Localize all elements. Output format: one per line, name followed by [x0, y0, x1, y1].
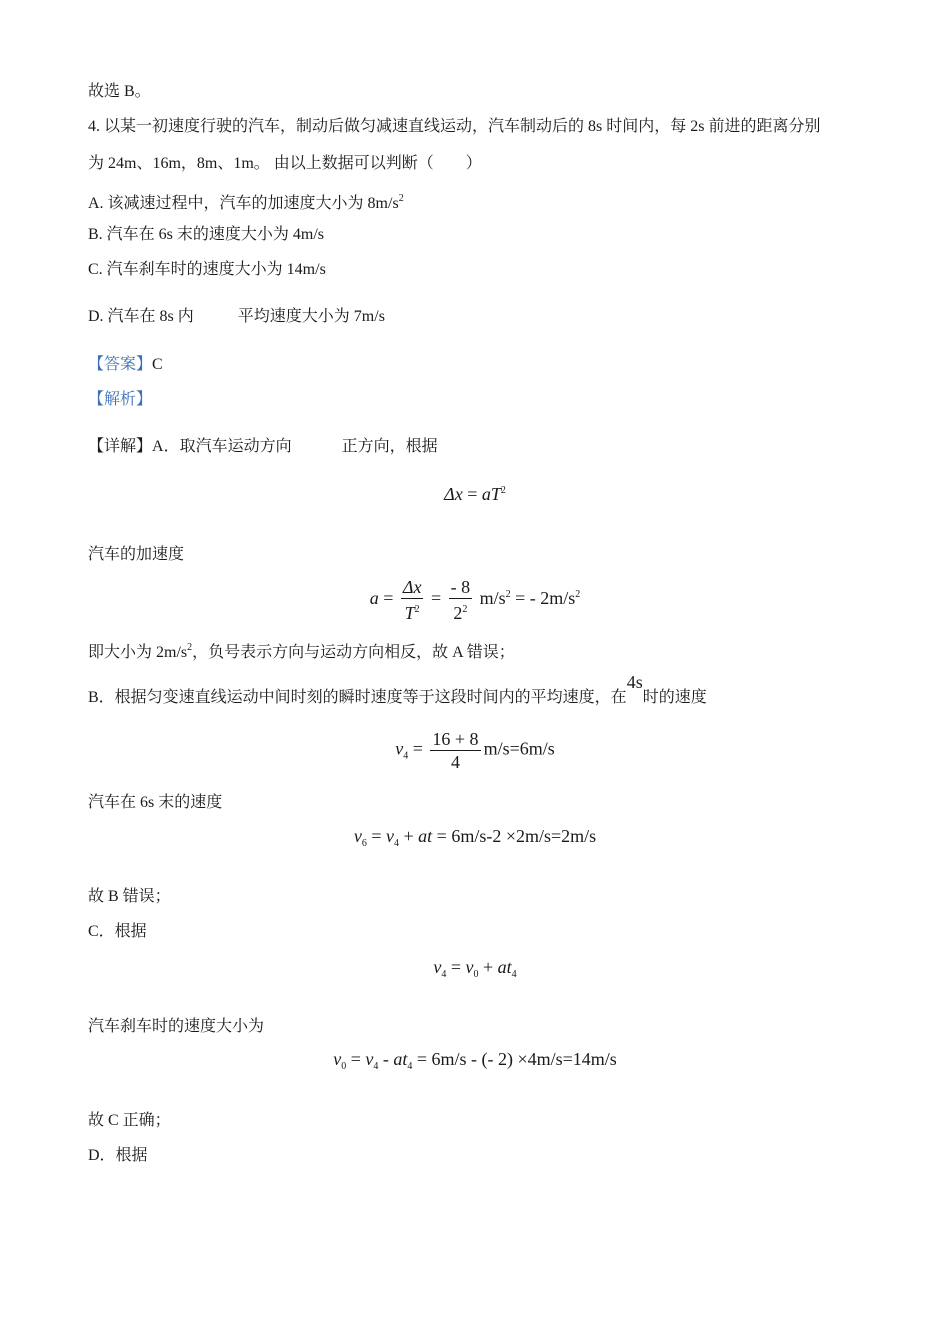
eq4-plus: + [399, 826, 419, 846]
eq1-T: T [490, 484, 501, 504]
eq2-result: - 2m/s [529, 588, 576, 609]
detail-label: 【详解】 [88, 438, 153, 455]
detail-a-conclusion-1: 即大小为 2m/s [88, 644, 188, 661]
equation-delta-x [0, 484, 950, 505]
detail-b-conclusion: 故 B 错误； [88, 888, 171, 905]
previous-answer: 故选 B。 [88, 83, 151, 100]
detail-b-intro-1: B．根据匀变速直线运动中间时刻的瞬时速度等于这段时间内的平均速度，在 [88, 689, 627, 706]
option-a-sup: 2 [398, 193, 404, 204]
eq6-minus: - [378, 1049, 394, 1069]
option-d-text-2: 平均速度大小为 7m/s [237, 308, 385, 325]
eq3-v: v [395, 738, 404, 759]
eq4-tail: = 6m/s-2 ×2m/s=2m/s [432, 826, 597, 846]
eq1-exp: 2 [500, 485, 506, 496]
eq4-v2: v [386, 826, 394, 846]
eq3-eq: = [408, 738, 428, 759]
eq1-lhs: Δx [444, 484, 463, 504]
answer-value: C [152, 356, 163, 373]
equation-v0 [0, 1049, 950, 1072]
eq6-sub-t: 4 [407, 1061, 413, 1072]
detail-c-intro: C．根据 [88, 923, 147, 940]
eq2-num1: Δx [402, 577, 422, 597]
eq3-frac [430, 728, 480, 773]
eq4-sub: 6 [361, 838, 367, 849]
eq2-result-exp: 2 [575, 589, 581, 601]
eq2-unit-exp: 2 [505, 589, 511, 601]
v0-label: 汽车刹车时的速度大小为 [88, 1018, 265, 1035]
eq2-den2-wrap [449, 599, 473, 624]
eq1-eq: = [462, 484, 482, 504]
eq3-sub: 4 [403, 750, 409, 762]
eq2-a: a [369, 588, 379, 609]
eq6-eq: = [346, 1049, 366, 1069]
eq2-den2-exp: 2 [462, 604, 468, 615]
detail-b-4s: 4s [626, 672, 643, 692]
eq6-v: v [333, 1049, 342, 1069]
eq2-eq-b: = [430, 588, 446, 609]
answer-line [88, 355, 163, 375]
detail-d-intro: D．根据 [88, 1147, 148, 1164]
eq2-frac-1 [401, 576, 424, 624]
eq5-v: v [433, 957, 442, 977]
question-line-2: 为 24m、16m，8m、1m。 由以上数据可以判断（ ） [88, 155, 482, 172]
detail-a-conclusion [88, 638, 515, 663]
acceleration-label: 汽车的加速度 [88, 546, 185, 563]
equation-v4 [0, 728, 950, 773]
eq4-at: at [418, 826, 433, 846]
eq6-v4: v [365, 1049, 374, 1069]
eq5-sub0: 0 [473, 969, 479, 980]
answer-label: 【答案】 [88, 356, 153, 373]
detail-b-intro-2: 时的速度 [642, 689, 707, 706]
eq6-sub4: 4 [373, 1061, 379, 1072]
eq5-sub: 4 [441, 969, 447, 980]
detail-a-intro-2: 正方向，根据 [341, 438, 438, 455]
eq4-eq: = [366, 826, 386, 846]
eq5-sub-t: 4 [511, 969, 517, 980]
detail-a-intro-1: A．取汽车运动方向 [152, 438, 292, 455]
detail-b-intro [88, 672, 707, 708]
option-b: B. 汽车在 6s 末的速度大小为 4m/s [88, 226, 325, 243]
analysis-label: 【解析】 [88, 391, 153, 408]
eq2-den1-wrap [401, 599, 424, 624]
v6-label: 汽车在 6s 末的速度 [88, 794, 223, 811]
eq2-unit: m/s [479, 588, 506, 609]
detail-a-conclusion-sup: 2 [187, 642, 193, 653]
eq3-den: 4 [450, 752, 460, 772]
option-c: C. 汽车刹车时的速度大小为 14m/s [88, 261, 326, 278]
eq2-den1-exp: 2 [414, 604, 420, 615]
option-a [88, 189, 404, 214]
equation-v6 [0, 826, 950, 849]
eq2-num2: - 8 [450, 577, 471, 597]
eq2-frac-2 [449, 576, 473, 624]
eq4-v: v [353, 826, 362, 846]
eq6-tail: = 6m/s - (- 2) ×4m/s=14m/s [412, 1049, 617, 1069]
detail-a-conclusion-2: ，负号表示方向与运动方向相反，故 A 错误； [192, 644, 515, 661]
eq3-tail: m/s=6m/s [483, 738, 555, 759]
eq2-den1: T [404, 603, 415, 623]
equation-v4-relation [0, 957, 950, 980]
detail-a-intro [88, 437, 438, 457]
equation-acceleration [0, 576, 950, 624]
eq6-sub: 0 [341, 1061, 347, 1072]
option-d-text-1: D. 汽车在 8s 内 [88, 308, 194, 325]
eq4-sub2: 4 [394, 838, 399, 849]
eq5-v0: v [465, 957, 474, 977]
eq6-at: at [393, 1049, 408, 1069]
detail-c-conclusion: 故 C 正确； [88, 1112, 171, 1129]
option-a-text: A. 该减速过程中，汽车的加速度大小为 8m/s [88, 195, 399, 212]
eq5-eq: = [446, 957, 466, 977]
eq2-eq: = [378, 588, 398, 609]
eq2-den2: 2 [453, 603, 463, 623]
eq2-eq-c: = [510, 588, 530, 609]
eq3-num: 16 + 8 [432, 729, 479, 749]
eq5-at: at [497, 957, 512, 977]
question-line-1: 4. 以某一初速度行驶的汽车，制动后做匀减速直线运动，汽车制动后的 8s 时间内，每 2s 前进的距离分别 [88, 118, 821, 135]
option-d [88, 307, 385, 327]
eq5-plus: + [478, 957, 498, 977]
eq1-a: a [481, 484, 491, 504]
